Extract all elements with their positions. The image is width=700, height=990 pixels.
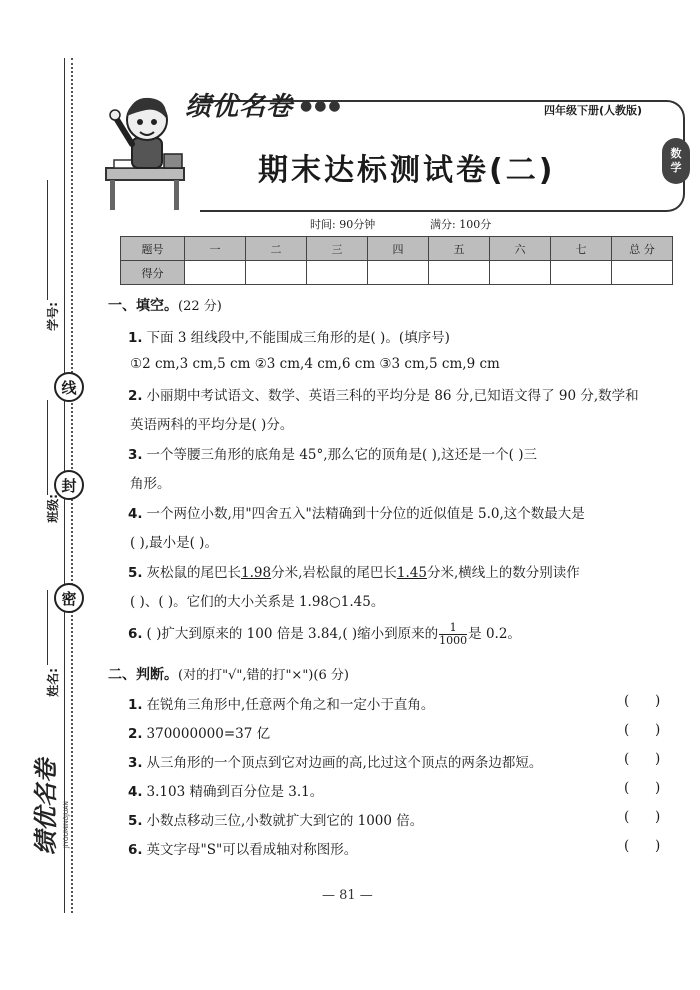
question-text: 从三角形的一个顶点到它对边画的高,比过这个顶点的两条边都短。 [146,755,543,771]
exam-full-marks: 满分: 100分 [430,218,492,231]
judge-item [128,751,542,771]
question-number: 6. [128,626,143,642]
question-number: 3. [128,755,143,771]
question-1-options: ①2 cm,3 cm,5 cm ②3 cm,4 cm,6 cm ③3 cm,5 cm,9 cm [130,356,500,372]
question-number: 1. [128,330,143,346]
score-header-cell: 三 [307,237,368,261]
student-id-line [47,180,48,300]
question-number: 2. [128,726,143,742]
fraction-denominator: 1000 [439,634,468,647]
question-3-line-2: 角形。 [130,476,171,492]
judge-item [128,722,270,742]
question-5-line-2: ( )、( )。它们的大小关系是 1.98○1.45。 [130,594,385,610]
judge-item [128,838,357,858]
score-cell[interactable] [551,261,612,285]
score-header-cell: 四 [368,237,429,261]
subject-char-2: 学 [670,161,682,174]
seal-seal: 封 [54,470,84,500]
seal-line: 线 [54,372,84,402]
score-table-header-row [121,237,673,261]
brand-dots: ●●● [300,98,343,114]
score-cell[interactable] [612,261,673,285]
section-2-title-text: 二、判断。 [108,667,178,683]
name-label: 姓名: [45,668,60,697]
brand-vertical-text: 绩优名卷 [32,759,60,855]
question-1 [128,326,450,346]
question-number: 4. [128,784,143,800]
score-cell[interactable] [246,261,307,285]
question-text: 3.103 精确到百分位是 3.1。 [146,784,324,800]
score-row-label: 得分 [121,261,185,285]
brand-logo: 绩优名卷 [185,92,294,122]
question-number: 4. [128,506,143,522]
section-1-points: (22 分) [178,299,222,314]
question-number: 1. [128,697,143,713]
section-2-description: (对的打"√",错的打"×")(6 分) [178,668,349,683]
question-3 [128,443,537,463]
question-number: 2. [128,388,143,404]
score-cell[interactable] [490,261,551,285]
score-cell[interactable] [185,261,246,285]
score-header-cell: 五 [429,237,490,261]
section-1-title-text: 一、填空。 [108,298,178,314]
question-text: 分米,岩松鼠的尾巴长 [271,565,397,581]
class-label: 班级: [45,494,60,523]
answer-parentheses[interactable]: ( ) [624,693,661,709]
question-4 [128,502,585,522]
score-table [120,236,673,285]
score-header-cell: 一 [185,237,246,261]
question-number: 6. [128,842,143,858]
score-cell[interactable] [429,261,490,285]
question-2-line-2: 英语两科的平均分是( )分。 [130,417,294,433]
fraction-numerator: 1 [439,622,467,635]
question-number: 5. [128,813,143,829]
question-text: 灰松鼠的尾巴长 [146,565,242,581]
underlined-value: 1.98 [241,565,272,581]
exam-time: 时间: 90分钟 [310,218,376,231]
question-text: 一个两位小数,用"四舍五入"法精确到十分位的近似值是 5.0,这个数最大是 [146,506,585,522]
student-id-label: 学号: [45,302,60,331]
question-text: 小数点移动三位,小数就扩大到它的 1000 倍。 [146,813,424,829]
question-2 [128,384,639,404]
class-line [47,400,48,495]
subject-char-1: 数 [670,147,682,160]
answer-parentheses[interactable]: ( ) [624,722,661,738]
question-text: 370000000=37 亿 [146,726,271,742]
name-line [47,590,48,665]
answer-parentheses[interactable]: ( ) [624,838,661,854]
question-text: 一个等腰三角形的底角是 45°,那么它的顶角是( ),这还是一个( )三 [146,447,537,463]
question-4-line-2: ( ),最小是( )。 [130,535,218,551]
question-text: 下面 3 组线段中,不能围成三角形的是( )。(填序号) [146,330,450,346]
answer-parentheses[interactable]: ( ) [624,780,661,796]
score-table-score-row [121,261,673,285]
score-header-cell: 七 [551,237,612,261]
seal-secret: 密 [54,583,84,613]
question-text: 在锐角三角形中,任意两个角之和一定小于直角。 [146,697,435,713]
question-text: 是 0.2。 [468,626,521,642]
brand-pinyin-text: JIYOUMINGJUAN [63,801,70,848]
answer-parentheses[interactable]: ( ) [624,751,661,767]
judge-item [128,780,323,800]
section-2-title [108,664,349,684]
student-cartoon-illustration [102,88,192,216]
score-header-cell: 总 分 [612,237,673,261]
page-number: — 81 — [322,888,373,903]
underlined-value: 1.45 [396,565,427,581]
section-1-title [108,295,222,315]
brand-logo-vertical [22,700,72,870]
question-number: 5. [128,565,143,581]
score-header-cell: 题号 [121,237,185,261]
judge-item [128,693,434,713]
question-text: 小丽期中考试语文、数学、英语三科的平均分是 86 分,已知语文得了 90 分,数学和 [146,388,639,404]
question-text: ( )扩大到原来的 100 倍是 3.84,( )缩小到原来的 [146,626,439,642]
question-6 [128,622,521,647]
question-number: 3. [128,447,143,463]
score-cell[interactable] [368,261,429,285]
question-text: 分米,横线上的数分别读作 [426,565,580,581]
question-5 [128,561,580,581]
edition-label: 四年级下册(人教版) [544,104,643,117]
fraction [439,622,467,647]
judge-item [128,809,423,829]
answer-parentheses[interactable]: ( ) [624,809,661,825]
subject-tab [662,138,690,184]
score-header-cell: 六 [490,237,551,261]
exam-title: 期末达标测试卷(二) [258,153,556,188]
question-text: 英文字母"S"可以看成轴对称图形。 [146,842,358,858]
score-header-cell: 二 [246,237,307,261]
score-cell[interactable] [307,261,368,285]
